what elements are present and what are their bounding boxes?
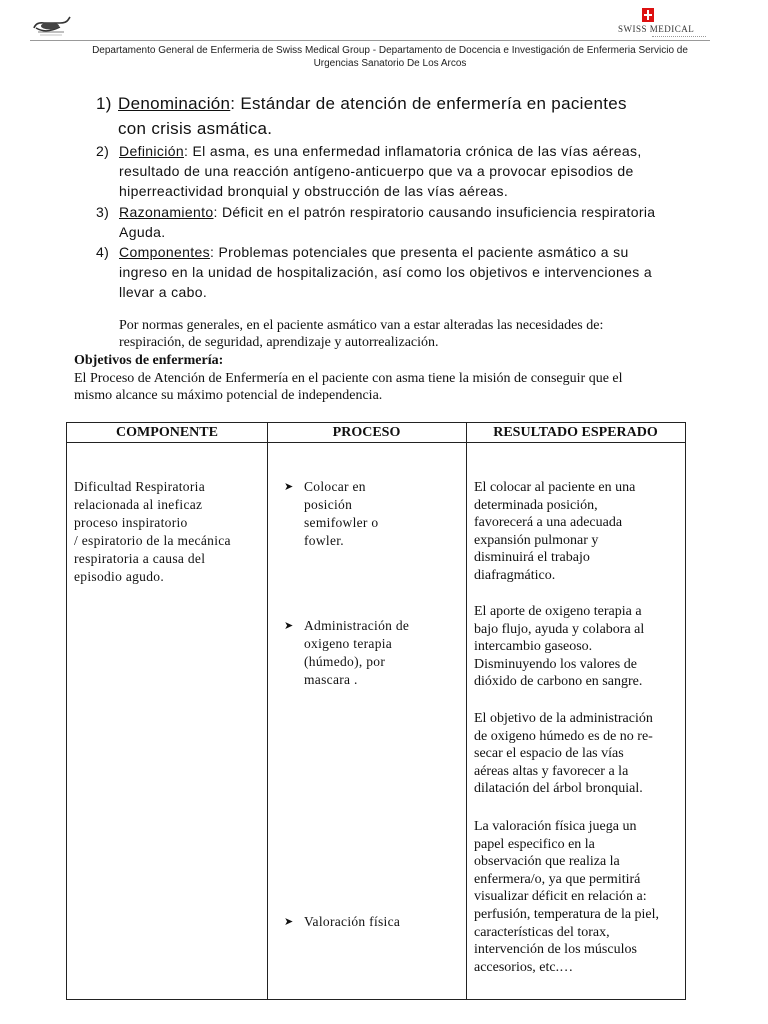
resultado-item: La valoración física juega un papel especifico en la observación que realiza la enfermera/o, ya que permitirá visualizar déficit en relación a: perfusión, temperatura de la piel, características del torax, intervención de los músculos accesorios, etc.…	[474, 819, 660, 975]
header-line-1: Departamento General de Enfermeria de Swiss Medical Group - Departamento de Docencia e Investigación de Enfermeria Servicio de	[92, 45, 688, 56]
componentes-label: Componentes	[119, 244, 211, 260]
item-razonamiento: 3) Razonamiento: Déficit en el patrón respiratorio causando insuficiencia respiratoria Aguda.	[96, 204, 656, 240]
componente-cell: Dificultad Respiratoria relacionada al ineficaz proceso inspiratorio / espiratorio de la mecánica respiratoria a causa del episodio agudo.	[74, 479, 231, 584]
left-logo-icon	[30, 14, 74, 40]
proceso-item: ➤ Colocar en posición semifowler o fowler.	[284, 479, 379, 548]
care-plan-table	[66, 422, 686, 1000]
resultado-item: El colocar al paciente en una determinada posición, favorecerá a una adecuada expansión pulmonar y disminuirá el trabajo diafragmático.	[474, 480, 636, 583]
item-denominacion: 1) Denominación: Estándar de atención de enfermería en pacientes con crisis asmática.	[96, 94, 627, 138]
proceso-item: ➤ Valoración física	[284, 914, 401, 929]
swiss-cross-icon	[642, 8, 654, 22]
document-header	[70, 44, 710, 70]
denominacion-cont: con crisis asmática.	[118, 119, 273, 138]
razonamiento-label: Razonamiento	[119, 204, 214, 220]
denominacion-label: Denominación	[118, 94, 231, 113]
header-proceso: PROCESO	[332, 425, 401, 440]
header-divider	[30, 40, 710, 41]
objectives-heading: Objetivos de enfermería:	[74, 353, 224, 368]
resultado-item: El objetivo de la administración de oxigeno húmedo es de no re- secar el espacio de las vías aéreas altas y favorecer a la dilatación del árbol bronquial.	[474, 711, 653, 797]
header-resultado: RESULTADO ESPERADO	[493, 425, 658, 440]
header-componente: COMPONENTE	[116, 425, 218, 440]
resultado-item: El aporte de oxigeno terapia a bajo flujo, ayuda y colabora al intercambio gaseoso. Disminuyendo los valores de dióxido de carbono en sangre.	[474, 604, 645, 690]
arrow-bullet-icon: ➤	[284, 916, 294, 928]
objectives-text: El Proceso de Atención de Enfermería en el paciente con asma tiene la misión de conseguir que el mismo alcance su máximo potencial de independencia.	[74, 371, 623, 403]
arrow-bullet-icon: ➤	[284, 481, 294, 493]
swiss-medical-logo	[618, 8, 708, 44]
header-line-2: Urgencias Sanatorio De Los Arcos	[313, 58, 467, 69]
swiss-medical-wordmark: SWISS MEDICAL	[618, 24, 695, 34]
item-componentes: 4) Componentes: Problemas potenciales que presenta el paciente asmático a su ingreso en la unidad de hospitalización, así como los objetivos e intervenciones a llevar a cabo.	[96, 244, 653, 300]
needs-paragraph: Por normas generales, en el paciente asmático van a estar alteradas las necesidades de: respiración, de seguridad, aprendizaje y autorrealización.	[119, 318, 604, 350]
definicion-label: Definición	[119, 143, 184, 159]
item-definicion: 2) Definición: El asma, es una enfermedad inflamatoria crónica de las vías aéreas, resultado de una reacción antígeno-anticuerpo que va a provocar episodios de hiperreactividad bronquial y obstrucción de las vías aéreas.	[96, 143, 642, 199]
arrow-bullet-icon: ➤	[284, 620, 294, 632]
proceso-item: ➤ Administración de oxigeno terapia (húmedo), por mascara .	[284, 618, 410, 687]
